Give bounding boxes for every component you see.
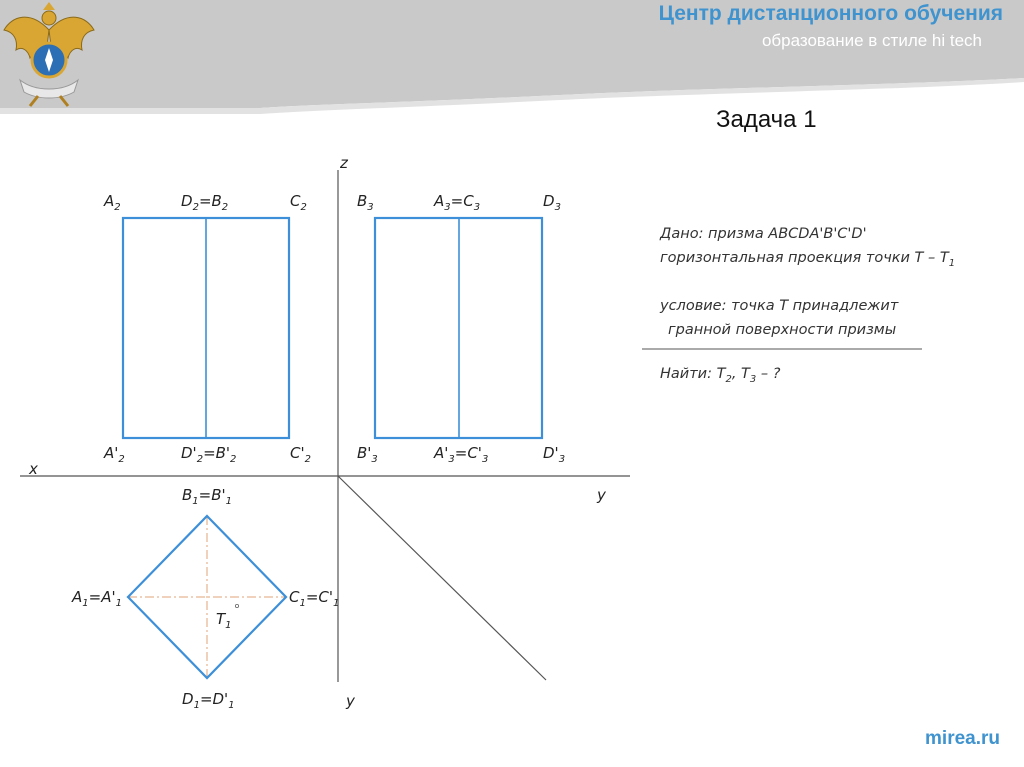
note-condition-line-1: условие: точка T принадлежит [660,298,899,314]
label-c1: $C_1=C'_1$ [289,588,340,609]
label-d2-b2: $D_2=B_2$ [181,192,229,213]
label-b1: $B_1=B'_1$ [182,486,233,507]
label-a1: $A_1=A'_1$ [72,588,122,609]
axis-label-x: x [29,460,38,478]
label-t1: $T_1$ [216,610,232,631]
point-t1-marker [235,604,238,607]
note-condition-line-2: гранной поверхности призмы [668,322,897,338]
label-d3-prime: $D'_3$ [543,444,566,465]
projection-drawing [0,140,1024,720]
axis-label-y-right: y [597,486,606,504]
note-find: Найти: $T_2$, $T_3$ – ? [660,366,781,385]
label-a3-c3: $A_3=C_3$ [434,192,481,213]
label-d1: $D_1=D'_1$ [182,690,235,711]
axis-label-z: z [340,154,348,172]
note-given-line-1: Дано: призма ABCDA'B'C'D' [660,226,867,242]
header-subtitle: образование в стиле hi tech [761,31,982,50]
label-d3: $D_3$ [543,192,561,213]
y-diagonal-line [338,476,546,680]
label-d2-b2-prime: $D'_2=B'_2$ [181,444,237,465]
label-b3: $B_3$ [357,192,374,213]
label-a3-c3-prime: $A'_3=C'_3$ [434,444,489,465]
label-c2: $C_2$ [290,192,307,213]
eagle-emblem-logo [0,0,98,108]
label-c2-prime: $C'_2$ [290,444,311,465]
note-given-line-2: горизонтальная проекция точки T – $T_1$ [660,250,956,269]
task-title: Задача 1 [716,106,817,133]
label-a2-prime: $A'_2$ [104,444,125,465]
label-a2: $A_2$ [104,192,121,213]
footer-site-link[interactable]: mirea.ru [925,728,1000,749]
header-title: Центр дистанционного обучения [658,2,1003,25]
axis-label-y-down: y [346,692,355,710]
label-b3-prime: $B'_3$ [357,444,378,465]
